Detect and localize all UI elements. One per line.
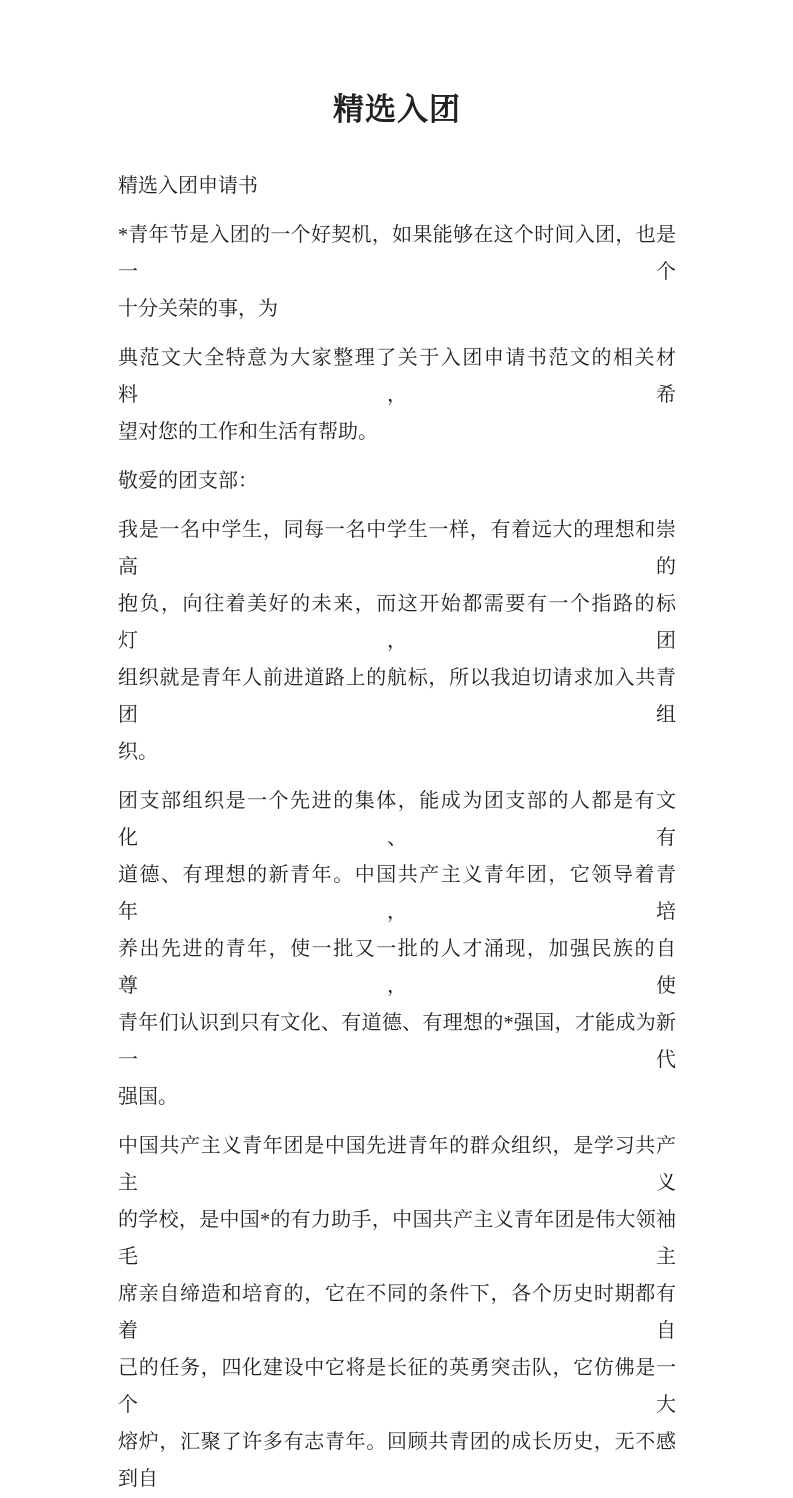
text-line: 敬爱的团支部： [118, 470, 258, 492]
text-line: 席亲自缔造和培育的，它在不同的条件下，各个历史时期都有着自 [118, 1283, 676, 1342]
document-body [118, 168, 676, 1498]
paragraph [118, 168, 676, 205]
text-line: 养出先进的青年，使一批又一批的人才涌现，加强民族的自尊，使 [118, 938, 676, 997]
text-line: *青年节是入团的一个好契机，如果能够在这个时间入团，也是一个 [118, 224, 676, 283]
text-line: 典范文大全特意为大家整理了关于入团申请书范文的相关材料，希 [118, 347, 676, 406]
text-line: 的学校，是中国*的有力助手，中国共产主义青年团是伟大领袖毛主 [118, 1209, 676, 1268]
paragraph [118, 783, 676, 1116]
paragraph [118, 1128, 676, 1498]
text-line: 精选入团申请书 [118, 175, 258, 197]
text-line: 组织就是青年人前进道路上的航标，所以我迫切请求加入共青团组 [118, 667, 676, 726]
text-line: 己的任务，四化建设中它将是长征的英勇突击队，它仿佛是一个大 [118, 1357, 676, 1416]
text-line: 道德、有理想的新青年。中国共产主义青年团，它领导着青年，培 [118, 864, 676, 923]
paragraph [118, 512, 676, 771]
text-line: 十分关荣的事，为 [118, 298, 278, 320]
text-line: 中国共产主义青年团是中国先进青年的群众组织，是学习共产主义 [118, 1135, 676, 1194]
paragraph [118, 463, 676, 500]
text-line: 强国。 [118, 1086, 178, 1108]
text-line: 织。 [118, 741, 158, 763]
text-line: 青年们认识到只有文化、有道德、有理想的*强国，才能成为新一代 [118, 1012, 676, 1071]
text-line: 抱负，向往着美好的未来，而这开始都需要有一个指路的标灯，团 [118, 593, 676, 652]
text-line: 我是一名中学生，同每一名中学生一样，有着远大的理想和崇高的 [118, 519, 676, 578]
paragraph [118, 217, 676, 328]
document-title: 精选入团 [333, 92, 461, 127]
text-line: 团支部组织是一个先进的集体，能成为团支部的人都是有文化、有 [118, 790, 676, 849]
text-line: 熔炉，汇聚了许多有志青年。回顾共青团的成长历史，无不感到自 [118, 1431, 676, 1490]
text-line: 望对您的工作和生活有帮助。 [118, 421, 378, 443]
paragraph [118, 340, 676, 451]
